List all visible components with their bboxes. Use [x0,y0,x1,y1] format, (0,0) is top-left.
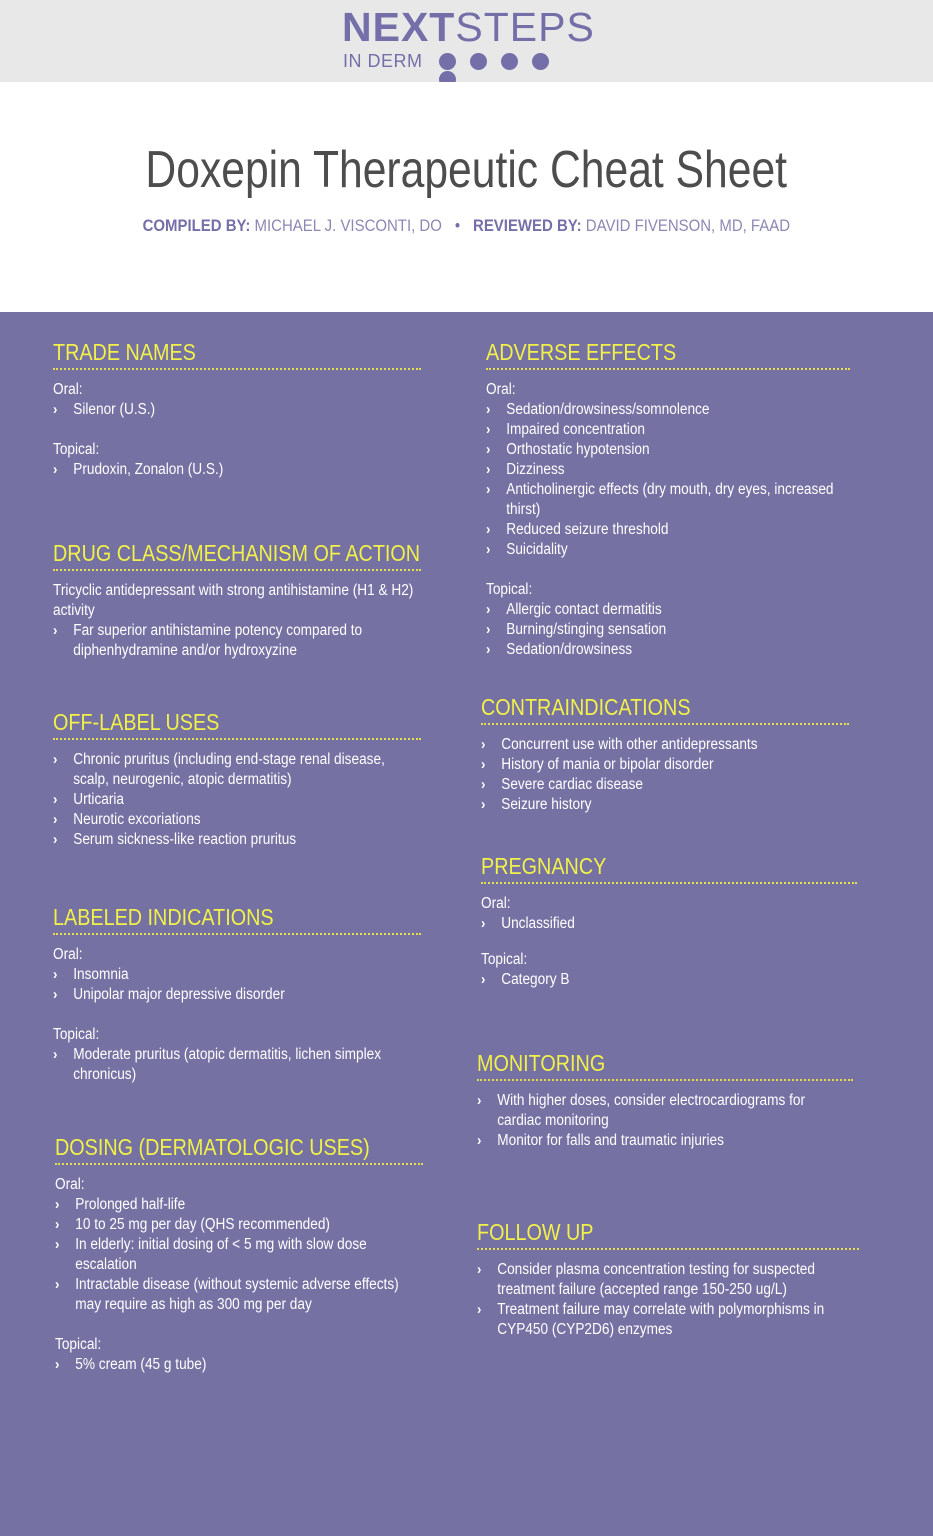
chevron-right-icon: › [53,986,58,1003]
top-banner [0,0,933,82]
list-item [53,830,419,850]
chevron-right-icon: › [53,461,58,478]
list-item-text: With higher doses, consider electrocardiograms for cardiac monitoring [497,1092,806,1129]
list-item-text: Anticholinergic effects (dry mouth, dry eyes, increased thirst) [506,481,834,518]
reviewed-label: REVIEWED BY: [473,216,582,235]
oral-label: Oral: [486,381,516,398]
bullet-list [53,400,419,420]
list-item [55,1235,421,1275]
list-item [53,621,419,661]
list-item [53,985,419,1005]
topical-label: Topical: [53,1026,100,1043]
list-item-text: Suicidality [506,541,568,558]
credits-line [56,216,877,236]
section-drug-class [53,539,421,661]
section-heading: FOLLOW UP [477,1219,594,1245]
bullet-list [55,1195,421,1315]
chevron-right-icon: › [53,622,58,639]
section-off-label [53,708,421,850]
chevron-right-icon: › [477,1092,482,1109]
list-item [481,970,855,990]
list-item-text: Monitor for falls and traumatic injuries [497,1132,724,1149]
list-item [486,520,848,540]
list-item [55,1275,421,1315]
chevron-right-icon: › [55,1236,60,1253]
list-item-text: Neurotic excoriations [73,811,201,828]
logo-word-light: STEPS [455,4,595,50]
page-title: Doxepin Therapeutic Cheat Sheet [145,141,788,199]
chevron-right-icon: › [486,421,491,438]
list-item-text: Prolonged half-life [75,1196,186,1213]
section-labeled-indications [53,903,421,1085]
list-item [53,460,419,480]
list-item-text: Reduced seizure threshold [506,521,669,538]
chevron-right-icon: › [53,791,58,808]
bullet-list [53,460,419,480]
bullet-list [481,970,855,990]
chevron-right-icon: › [486,641,491,658]
list-item-text: Prudoxin, Zonalon (U.S.) [73,461,224,478]
list-item [477,1131,851,1151]
bullet-list [481,914,855,934]
list-item-text: Impaired concentration [506,421,645,438]
oral-label: Oral: [55,1176,85,1193]
chevron-right-icon: › [481,756,486,773]
list-item [486,640,848,660]
logo-word-bold: NEXT [342,4,456,50]
list-item [53,750,419,790]
list-item [53,810,419,830]
section-monitoring [477,1049,853,1151]
chevron-right-icon: › [481,776,486,793]
section-heading: DOSING (DERMATOLOGIC USES) [55,1134,370,1160]
list-item [486,540,848,560]
list-item [55,1355,421,1375]
chevron-right-icon: › [55,1276,60,1293]
list-item [486,600,848,620]
topical-label: Topical: [55,1336,102,1353]
list-item [53,965,419,985]
list-item [481,795,847,815]
list-item-text: 5% cream (45 g tube) [75,1356,207,1373]
oral-label: Oral: [53,946,83,963]
list-item-text: Moderate pruritus (atopic dermatitis, lichen simplex chronicus) [73,1046,382,1083]
section-dosing [55,1133,423,1375]
bullet-list [486,400,848,560]
list-item [481,775,847,795]
chevron-right-icon: › [477,1301,482,1318]
bullet-list [53,621,419,661]
oral-label: Oral: [481,895,511,912]
list-item-text: 10 to 25 mg per day (QHS recommended) [75,1216,330,1233]
list-item [477,1091,851,1131]
list-item-text: Dizziness [506,461,565,478]
chevron-right-icon: › [481,971,486,988]
bullet-list [481,735,847,815]
chevron-right-icon: › [53,811,58,828]
list-item-text: Sedation/drowsiness [506,641,633,658]
nextsteps-logo [342,4,595,76]
list-item [481,735,847,755]
list-item [486,400,848,420]
list-item [481,755,847,775]
section-contraindications [481,693,849,815]
compiled-label: COMPILED BY: [142,216,251,235]
chevron-right-icon: › [481,796,486,813]
section-heading: OFF-LABEL USES [53,709,220,735]
chevron-right-icon: › [486,621,491,638]
list-item [53,400,419,420]
section-heading: LABELED INDICATIONS [53,904,274,930]
list-item-text: Serum sickness-like reaction pruritus [73,831,297,848]
list-item [481,914,855,934]
chevron-right-icon: › [486,461,491,478]
topical-label: Topical: [481,951,528,968]
chevron-right-icon: › [481,736,486,753]
topical-label: Topical: [53,441,100,458]
list-item [53,790,419,810]
chevron-right-icon: › [53,401,58,418]
section-heading: ADVERSE EFFECTS [486,339,677,365]
list-item-text: Unipolar major depressive disorder [73,986,285,1003]
list-item-text: Allergic contact dermatitis [506,601,662,618]
chevron-right-icon: › [486,441,491,458]
section-pregnancy [481,852,857,990]
section-heading: PREGNANCY [481,853,607,879]
list-item-text: Insomnia [73,966,129,983]
list-item-text: Concurrent use with other antidepressants [501,736,758,753]
list-item-text: Seizure history [501,796,592,813]
chevron-right-icon: › [486,541,491,558]
chevron-right-icon: › [53,831,58,848]
list-item-text: Severe cardiac disease [501,776,644,793]
chevron-right-icon: › [481,915,486,932]
chevron-right-icon: › [55,1216,60,1233]
list-item-text: Orthostatic hypotension [506,441,650,458]
list-item-text: In elderly: initial dosing of < 5 mg with slow dose escalation [75,1236,367,1273]
section-heading: CONTRAINDICATIONS [481,694,691,720]
reviewed-name: DAVID FIVENSON, MD, FAAD [585,216,791,235]
list-item-text: Intractable disease (without systemic adverse effects) may require as high as 300 mg per day [75,1276,399,1313]
list-item [486,420,848,440]
list-item [486,620,848,640]
list-item [486,480,848,520]
bullet-list [53,750,419,850]
section-adverse-effects [486,338,850,660]
list-item-text: Urticaria [73,791,125,808]
list-item [486,440,848,460]
chevron-right-icon: › [55,1356,60,1373]
list-item-text: Category B [501,971,570,988]
list-item [53,1045,419,1085]
list-item-text: Far superior antihistamine potency compared to diphenhydramine and/or hydroxyzine [73,622,363,659]
drug-class-text: Tricyclic antidepressant with strong antihistamine (H1 & H2) activity [53,582,414,619]
list-item-text: Sedation/drowsiness/somnolence [506,401,710,418]
chevron-right-icon: › [486,401,491,418]
bullet-list [55,1355,421,1375]
list-item [477,1300,857,1340]
bullet-list [486,600,848,660]
chevron-right-icon: › [53,966,58,983]
list-item [477,1260,857,1300]
oral-label: Oral: [53,381,83,398]
list-item-text: Consider plasma concentration testing for suspected treatment failure (accepted range 150-250 ug/L) [497,1261,815,1298]
chevron-right-icon: › [486,481,491,498]
section-trade-names [53,338,421,480]
chevron-right-icon: › [53,1046,58,1063]
chevron-right-icon: › [477,1132,482,1149]
bullet-list [53,1045,419,1085]
list-item-text: History of mania or bipolar disorder [501,756,714,773]
list-item [55,1195,421,1215]
logo-subtitle: IN DERM [343,51,423,71]
bullet-list [53,965,419,1005]
section-follow-up [477,1218,859,1340]
bullet-list [477,1091,851,1151]
list-item-text: Burning/stinging sensation [506,621,667,638]
list-item-text: Chronic pruritus (including end-stage renal disease, scalp, neurogenic, atopic dermatitis) [73,751,385,788]
list-item [55,1215,421,1235]
chevron-right-icon: › [477,1261,482,1278]
section-heading: MONITORING [477,1050,606,1076]
compiled-name: MICHAEL J. VISCONTI, DO [254,216,442,235]
chevron-right-icon: › [55,1196,60,1213]
list-item-text: Unclassified [501,915,575,932]
list-item [486,460,848,480]
topical-label: Topical: [486,581,533,598]
bullet-list [477,1260,857,1340]
section-heading: DRUG CLASS/MECHANISM OF ACTION [53,540,421,566]
credits-separator: • [454,216,461,235]
section-heading: TRADE NAMES [53,339,196,365]
chevron-right-icon: › [486,521,491,538]
chevron-right-icon: › [53,751,58,768]
list-item-text: Silenor (U.S.) [73,401,156,418]
list-item-text: Treatment failure may correlate with polymorphisms in CYP450 (CYP2D6) enzymes [497,1301,825,1338]
chevron-right-icon: › [486,601,491,618]
